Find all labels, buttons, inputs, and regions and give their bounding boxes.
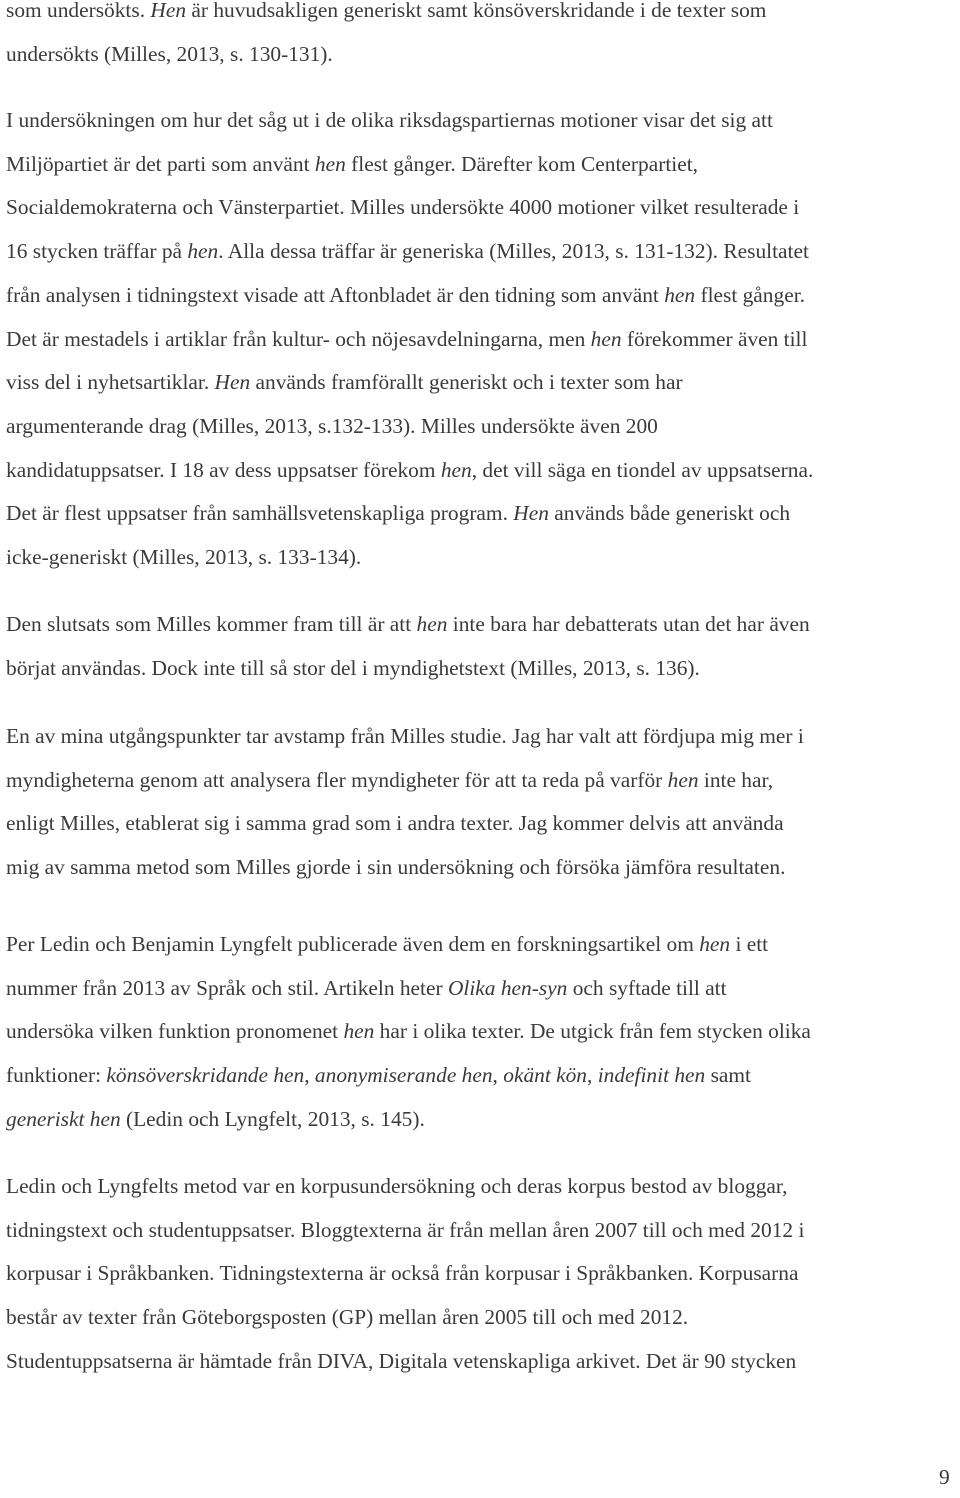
text-line (6, 722, 804, 750)
text-run: , (587, 1063, 598, 1088)
text-line (6, 1303, 688, 1331)
text-line (6, 654, 700, 682)
text-run: från analysen i tidningstext visade att Aftonbladet är den tidning som använt (6, 282, 665, 307)
italic-text: generiskt hen (6, 1106, 121, 1131)
text-line (6, 1017, 811, 1045)
italic-text: okänt kön (503, 1063, 588, 1088)
text-run: , (304, 1063, 315, 1088)
italic-text: Hen (513, 501, 549, 526)
italic-text: hen (590, 326, 622, 351)
text-run: används framförallt generiskt och i texter som har (250, 370, 683, 395)
text-run: nummer från 2013 av Språk och stil. Artikeln heter (6, 975, 448, 1000)
text-run: flest gånger. (695, 282, 805, 307)
text-line (6, 456, 813, 484)
text-run: Det är flest uppsatser från samhällsvetenskapliga program. (6, 501, 514, 526)
text-line (6, 766, 773, 794)
text-run: En av mina utgångspunkter tar avstamp från Milles studie. Jag har valt att fördjupa mig mer i (6, 724, 804, 748)
text-line (6, 150, 698, 178)
text-run: och syftade till att (567, 975, 727, 1000)
text-run: Studentuppsatserna är hämtade från DIVA, Digitala vetenskapliga arkivet. Det är 90 stycken (6, 1348, 797, 1373)
text-run: Miljöpartiet är det parti som använt (6, 151, 315, 176)
text-run: myndigheterna genom att analysera fler myndigheter för att ta reda på varför (6, 767, 668, 792)
text-line (6, 610, 810, 638)
text-run: har i olika texter. De utgick från fem stycken olika (374, 1019, 811, 1044)
italic-text: hen (187, 239, 219, 264)
text-line (6, 809, 784, 837)
text-run: (Ledin och Lyngfelt, 2013, s. 145). (120, 1106, 425, 1131)
text-run: Ledin och Lyngfelts metod var en korpusundersökning och deras korpus bestod av bloggar, (6, 1174, 788, 1198)
text-run: kandidatuppsatser. I 18 av dess uppsatser förekom (6, 457, 441, 482)
text-line (6, 40, 333, 68)
text-line (6, 1347, 796, 1375)
italic-text: Olika hen-syn (447, 975, 568, 1000)
italic-text: hen (343, 1019, 375, 1044)
text-run: tidningstext och studentuppsatser. Bloggtexterna är från mellan åren 2007 till och med 2012 i (6, 1217, 805, 1242)
text-run: Det är mestadels i artiklar från kultur- och nöjesavdelningarna, men (6, 326, 591, 351)
text-run: 16 stycken träffar på (6, 239, 188, 264)
italic-text: hen (667, 767, 699, 792)
text-run: korpusar i Språkbanken. Tidningstexterna är också från korpusar i Språkbanken. Korpusarna (6, 1261, 799, 1286)
text-run: i ett (730, 932, 769, 956)
text-run: inte har, (698, 767, 774, 792)
text-run: Den slutsats som Milles kommer fram till är att (6, 612, 417, 636)
text-run: I undersökningen om hur det såg ut i de olika riksdagspartiernas motioner visar det sig att (6, 108, 773, 132)
text-line (6, 1259, 798, 1287)
text-run: , (492, 1063, 504, 1088)
text-run: mig av samma metod som Milles gjorde i sin undersökning och försöka jämföra resultaten. (6, 855, 786, 880)
text-run: Per Ledin och Benjamin Lyngfelt publicerade även dem en forskningsartikel om (6, 932, 700, 956)
text-run: undersökts (Milles, 2013, s. 130-131). (6, 41, 333, 66)
text-line (6, 368, 683, 396)
text-run: funktioner: (6, 1063, 107, 1088)
italic-text: hen (416, 612, 448, 636)
text-line (6, 1105, 425, 1133)
text-run: som undersökts. (6, 0, 151, 22)
text-run: enligt Milles, etablerat sig i samma grad som i andra texter. Jag kommer delvis att använda (6, 811, 784, 836)
italic-text: Hen (150, 0, 187, 22)
text-line (6, 412, 658, 440)
text-run: består av texter från Göteborgsposten (GP) mellan åren 2005 till och med 2012. (6, 1305, 689, 1330)
italic-text: indefinit hen (597, 1063, 706, 1088)
text-line (6, 499, 790, 527)
italic-text: hen (664, 282, 696, 307)
text-run: flest gånger. Därefter kom Centerpartiet, (345, 151, 698, 176)
page-number: 9 (939, 1465, 950, 1489)
text-line (6, 1061, 751, 1089)
text-line (6, 0, 766, 24)
text-line (6, 325, 807, 353)
text-run: inte bara har debatterats utan det har även (447, 612, 810, 636)
text-run: argumenterande drag (Milles, 2013, s.132-133). Milles undersökte även 200 (6, 413, 658, 438)
text-run: Socialdemokraterna och Vänsterpartiet. Milles undersökte 4000 motioner vilket resulterade i (6, 195, 800, 220)
italic-text: hen (699, 932, 731, 956)
text-line (6, 543, 361, 571)
text-run: är huvudsakligen generiskt samt könsöverskridande i de texter som (186, 0, 767, 22)
italic-text: hen (440, 457, 472, 482)
italic-text: Hen (214, 370, 251, 395)
text-line (6, 106, 773, 134)
text-line (6, 930, 768, 958)
text-run: . Alla dessa träffar är generiska (Milles, 2013, s. 131-132). Resultatet (218, 239, 809, 264)
text-line (6, 1216, 804, 1244)
text-run: används både generiskt och (548, 501, 791, 526)
text-run: förekommer även till (621, 326, 808, 351)
italic-text: hen (314, 151, 346, 176)
italic-text: anonymiserande hen (314, 1063, 493, 1088)
text-line (6, 853, 785, 881)
text-run: viss del i nyhetsartiklar. (6, 370, 215, 395)
italic-text: könsöverskridande hen (106, 1063, 305, 1088)
text-line (6, 237, 809, 265)
text-line (6, 1172, 788, 1200)
text-run: börjat användas. Dock inte till så stor del i myndighetstext (Milles, 2013, s. 136). (6, 655, 700, 680)
text-line (6, 193, 799, 221)
text-run: undersöka vilken funktion pronomenet (6, 1019, 344, 1044)
text-line (6, 281, 805, 309)
text-run: icke-generiskt (Milles, 2013, s. 133-134). (6, 545, 362, 569)
text-run: , det vill säga en tiondel av uppsatserna. (471, 457, 814, 482)
text-line (6, 974, 727, 1002)
text-run: samt (705, 1063, 751, 1088)
